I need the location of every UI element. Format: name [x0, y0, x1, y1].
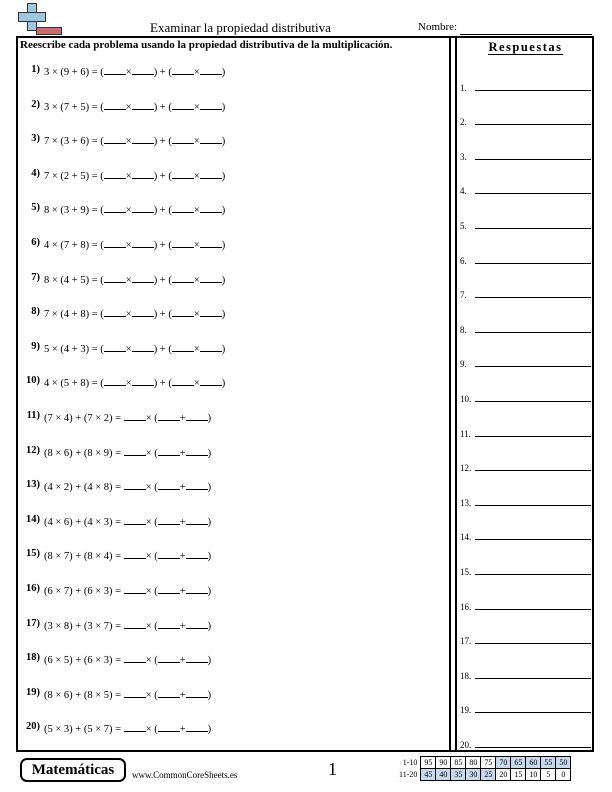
problem-expression: (8 × 6) + (8 × 9) = × ( + ) [44, 445, 211, 459]
answer-blank[interactable] [200, 168, 222, 179]
answer-blank[interactable] [158, 618, 180, 629]
problem-expression: (3 × 8) + (3 × 7) = × ( + ) [44, 618, 211, 632]
answer-number: 18. [460, 670, 472, 681]
answer-number: 8. [460, 324, 467, 335]
answer-blank[interactable] [104, 168, 126, 179]
answer-blank[interactable] [186, 548, 208, 559]
problem-text: (8 × 7) + (8 × 4) = [44, 551, 122, 563]
problem-number: 9) [31, 340, 40, 352]
problem-text: 7 × (2 + 5) = ( [44, 170, 104, 182]
answer-blank[interactable] [158, 445, 180, 456]
logo-plus-center [28, 13, 36, 21]
answer-blank[interactable] [200, 237, 222, 248]
problem-expression: (7 × 4) + (7 × 2) = × ( + ) [44, 410, 211, 424]
answer-blank[interactable] [172, 133, 194, 144]
answer-row [459, 512, 594, 547]
problem-expression: 4 × (5 + 8) = ( × ) + ( × ) [44, 375, 225, 389]
problem-text: 7 × (4 + 8) = ( [44, 309, 104, 321]
problem-expression: 7 × (2 + 5) = ( × ) + ( × ) [44, 168, 225, 182]
answer-blank[interactable] [124, 583, 146, 594]
problem-row [20, 375, 445, 410]
answer-blank[interactable] [186, 687, 208, 698]
score-cell: 55 [541, 757, 556, 769]
answer-row [459, 373, 594, 408]
answer-blank[interactable] [172, 202, 194, 213]
answer-blank[interactable] [172, 375, 194, 386]
answer-blank[interactable] [104, 341, 126, 352]
score-cell: 70 [496, 757, 511, 769]
problem-expression: (6 × 5) + (6 × 3) = × ( + ) [44, 652, 211, 666]
answer-line[interactable] [475, 124, 591, 125]
problem-number: 6) [31, 236, 40, 248]
answer-row [459, 685, 594, 720]
problem-row [20, 99, 445, 134]
answer-line[interactable] [475, 297, 591, 298]
answer-blank[interactable] [132, 375, 154, 386]
problem-number: 7) [31, 271, 40, 283]
problem-text: (7 × 4) + (7 × 2) = [44, 412, 122, 424]
answer-line[interactable] [475, 505, 591, 506]
problem-expression: (5 × 3) + (5 × 7) = × ( + ) [44, 721, 211, 735]
answer-line[interactable] [475, 609, 591, 610]
answers-heading [457, 40, 594, 55]
site-url: www.CommonCoreSheets.es [132, 770, 238, 780]
answer-blank[interactable] [172, 306, 194, 317]
answer-blank[interactable] [104, 202, 126, 213]
answer-blank[interactable] [172, 168, 194, 179]
answer-line[interactable] [475, 228, 591, 229]
problem-expression: (4 × 2) + (4 × 8) = × ( + ) [44, 479, 211, 493]
answer-blank[interactable] [124, 548, 146, 559]
answer-blank[interactable] [104, 237, 126, 248]
problem-number: 17) [26, 617, 40, 629]
answer-blank[interactable] [186, 583, 208, 594]
answer-row [459, 62, 594, 97]
answer-number: 5. [460, 220, 467, 231]
answer-number: 1. [460, 82, 467, 93]
answer-blank[interactable] [186, 479, 208, 490]
problem-row [20, 721, 445, 756]
column-divider [449, 36, 451, 752]
problem-row [20, 687, 445, 722]
answer-line[interactable] [475, 678, 591, 679]
page-number: 1 [328, 759, 337, 779]
problem-text: 3 × (7 + 5) = ( [44, 101, 104, 113]
answer-number: 14. [460, 532, 472, 543]
answer-blank[interactable] [132, 341, 154, 352]
score-cell: 85 [451, 757, 466, 769]
answer-blank[interactable] [124, 721, 146, 732]
answer-blank[interactable] [124, 514, 146, 525]
problem-row [20, 652, 445, 687]
answer-number: 7. [460, 290, 467, 301]
problem-expression: 3 × (9 + 6) = ( × ) + ( × ) [44, 64, 225, 78]
answer-line[interactable] [475, 366, 591, 367]
problem-expression: 4 × (7 + 8) = ( × ) + ( × ) [44, 237, 225, 251]
problem-expression: 3 × (7 + 5) = ( × ) + ( × ) [44, 99, 225, 113]
answer-blank[interactable] [200, 99, 222, 110]
problem-expression: (4 × 6) + (4 × 3) = × ( + ) [44, 514, 211, 528]
answer-line[interactable] [475, 401, 591, 402]
problem-row [20, 445, 445, 480]
answer-number: 10. [460, 393, 472, 404]
problem-number: 14) [26, 513, 40, 525]
problem-number: 8) [31, 306, 40, 318]
answer-blank[interactable] [186, 410, 208, 421]
answer-blank[interactable] [158, 514, 180, 525]
problem-row [20, 64, 445, 99]
answer-blank[interactable] [186, 445, 208, 456]
problem-number: 3) [31, 133, 40, 145]
problem-expression: (6 × 7) + (6 × 3) = × ( + ) [44, 583, 211, 597]
answer-line[interactable] [475, 470, 591, 471]
problem-number: 12) [26, 444, 40, 456]
answer-line[interactable] [475, 159, 591, 160]
answer-line[interactable] [475, 90, 591, 91]
problem-number: 18) [26, 652, 40, 664]
answer-line[interactable] [475, 574, 591, 575]
score-cell: 45 [421, 769, 436, 781]
problem-text: 4 × (7 + 8) = ( [44, 239, 104, 251]
problem-number: 5) [31, 202, 40, 214]
site-logo [18, 3, 62, 35]
score-cell: 10 [526, 769, 541, 781]
answer-blank[interactable] [186, 652, 208, 663]
answer-number: 13. [460, 497, 472, 508]
answer-number: 15. [460, 566, 472, 577]
answer-row [459, 443, 594, 478]
answer-blank[interactable] [124, 479, 146, 490]
score-cell: 5 [541, 769, 556, 781]
score-cell: 20 [496, 769, 511, 781]
answer-number: 9. [460, 359, 467, 370]
score-range-label: 1-10 [402, 758, 418, 767]
answer-row [459, 477, 594, 512]
answer-line[interactable] [475, 643, 591, 644]
answer-line[interactable] [475, 332, 591, 333]
problem-text: (4 × 2) + (4 × 8) = [44, 482, 122, 494]
worksheet-title: Examinar la propiedad distributiva [150, 20, 331, 35]
answer-blank[interactable] [132, 237, 154, 248]
answer-blank[interactable] [132, 99, 154, 110]
problem-row [20, 514, 445, 549]
problem-text: 7 × (3 + 6) = ( [44, 136, 104, 148]
answer-blank[interactable] [158, 410, 180, 421]
answer-number: 16. [460, 601, 472, 612]
answer-number: 17. [460, 636, 472, 647]
answer-blank[interactable] [172, 272, 194, 283]
name-label: Nombre: [418, 21, 458, 33]
score-cell: 35 [451, 769, 466, 781]
problem-row [20, 618, 445, 653]
problem-text: 8 × (4 + 5) = ( [44, 274, 104, 286]
answer-number: 11. [460, 428, 471, 439]
problem-expression: 5 × (4 + 3) = ( × ) + ( × ) [44, 341, 225, 355]
answer-row [459, 97, 594, 132]
problem-text: 8 × (3 + 9) = ( [44, 205, 104, 217]
answer-blank[interactable] [200, 64, 222, 75]
answer-blank[interactable] [124, 410, 146, 421]
score-row [397, 757, 571, 769]
answer-row [459, 131, 594, 166]
problem-row [20, 202, 445, 237]
answer-blank[interactable] [132, 168, 154, 179]
problem-row [20, 272, 445, 307]
answer-blank[interactable] [124, 618, 146, 629]
answer-blank[interactable] [132, 202, 154, 213]
answer-line[interactable] [475, 712, 591, 713]
answer-line[interactable] [475, 193, 591, 194]
problem-text: (8 × 6) + (8 × 9) = [44, 447, 122, 459]
problem-row [20, 583, 445, 618]
problem-row [20, 410, 445, 445]
problem-expression: 7 × (4 + 8) = ( × ) + ( × ) [44, 306, 225, 320]
problem-number: 15) [26, 548, 40, 560]
logo-bar-shape [36, 27, 62, 35]
answer-blank[interactable] [186, 514, 208, 525]
answer-blank[interactable] [132, 133, 154, 144]
answer-blank[interactable] [158, 687, 180, 698]
problem-text: (6 × 5) + (6 × 3) = [44, 655, 122, 667]
answer-row [459, 546, 594, 581]
answer-row [459, 235, 594, 270]
score-cell: 0 [556, 769, 571, 781]
brand-badge: Matemáticas [20, 758, 126, 782]
problem-row [20, 133, 445, 168]
problem-row [20, 306, 445, 341]
score-cell: 40 [436, 769, 451, 781]
column-divider [455, 36, 457, 752]
score-cell: 75 [481, 757, 496, 769]
answer-number: 20. [460, 739, 472, 750]
problem-number: 4) [31, 167, 40, 179]
answer-blank[interactable] [132, 306, 154, 317]
answer-row [459, 339, 594, 374]
answer-line[interactable] [475, 747, 591, 748]
answer-blank[interactable] [104, 64, 126, 75]
problem-text: (8 × 6) + (8 × 5) = [44, 689, 122, 701]
score-cell: 65 [511, 757, 526, 769]
score-row [397, 769, 571, 781]
answer-blank[interactable] [200, 202, 222, 213]
answer-blank[interactable] [104, 133, 126, 144]
answer-blank[interactable] [124, 445, 146, 456]
problem-text: (4 × 6) + (4 × 3) = [44, 516, 122, 528]
answer-blank[interactable] [200, 306, 222, 317]
answer-number: 19. [460, 705, 472, 716]
answer-row [459, 408, 594, 443]
problem-expression: (8 × 7) + (8 × 4) = × ( + ) [44, 548, 211, 562]
answer-row [459, 166, 594, 201]
answer-blank[interactable] [200, 375, 222, 386]
score-cell: 25 [481, 769, 496, 781]
answer-blank[interactable] [172, 237, 194, 248]
answers-title: Respuestas [488, 40, 563, 54]
problem-number: 11) [26, 409, 40, 421]
answer-list [459, 62, 594, 754]
answer-blank[interactable] [124, 652, 146, 663]
problem-number: 20) [26, 721, 40, 733]
score-cell: 50 [556, 757, 571, 769]
problem-number: 2) [31, 98, 40, 110]
problem-number: 10) [26, 375, 40, 387]
answer-blank[interactable] [124, 687, 146, 698]
answer-blank[interactable] [200, 272, 222, 283]
problem-text: 3 × (9 + 6) = ( [44, 67, 104, 78]
answer-blank[interactable] [172, 64, 194, 75]
answer-line[interactable] [475, 539, 591, 540]
score-cell: 60 [526, 757, 541, 769]
answer-blank[interactable] [104, 306, 126, 317]
score-range-label: 11-20 [399, 770, 418, 779]
problem-text: 4 × (5 + 8) = ( [44, 378, 104, 390]
answer-blank[interactable] [186, 618, 208, 629]
score-cell: 90 [436, 757, 451, 769]
answer-blank[interactable] [158, 721, 180, 732]
answer-blank[interactable] [200, 133, 222, 144]
answer-blank[interactable] [186, 721, 208, 732]
problem-number: 13) [26, 479, 40, 491]
problem-row [20, 479, 445, 514]
score-table [397, 756, 571, 781]
answer-blank[interactable] [158, 479, 180, 490]
score-cell: 95 [421, 757, 436, 769]
problem-row [20, 341, 445, 376]
answer-blank[interactable] [132, 272, 154, 283]
problem-expression: 8 × (4 + 5) = ( × ) + ( × ) [44, 272, 225, 286]
answer-row [459, 581, 594, 616]
answer-number: 2. [460, 117, 467, 128]
score-cell: 15 [511, 769, 526, 781]
problem-text: (5 × 3) + (5 × 7) = [44, 724, 122, 736]
problem-expression: 7 × (3 + 6) = ( × ) + ( × ) [44, 133, 225, 147]
answer-blank[interactable] [158, 548, 180, 559]
problem-list [20, 64, 445, 756]
problem-row [20, 237, 445, 272]
answer-row [459, 616, 594, 651]
answer-number: 12. [460, 463, 472, 474]
answer-number: 4. [460, 186, 467, 197]
answer-blank[interactable] [104, 99, 126, 110]
instructions: Reescribe cada problema usando la propiedad distributiva de la multiplicación. [20, 39, 393, 51]
answer-blank[interactable] [158, 583, 180, 594]
answer-blank[interactable] [104, 272, 126, 283]
answer-row [459, 650, 594, 685]
answer-number: 6. [460, 255, 467, 266]
problem-text: (3 × 8) + (3 × 7) = [44, 620, 122, 632]
answer-number: 3. [460, 151, 467, 162]
answer-blank[interactable] [158, 652, 180, 663]
problem-number: 19) [26, 686, 40, 698]
answer-blank[interactable] [132, 64, 154, 75]
score-cell: 80 [466, 757, 481, 769]
answer-row [459, 270, 594, 305]
answer-line[interactable] [475, 436, 591, 437]
problem-text: 5 × (4 + 3) = ( [44, 343, 104, 355]
answer-line[interactable] [475, 263, 591, 264]
answer-row [459, 304, 594, 339]
answer-row [459, 200, 594, 235]
problem-expression: 8 × (3 + 9) = ( × ) + ( × ) [44, 202, 225, 216]
problem-row [20, 548, 445, 583]
problem-row [20, 168, 445, 203]
answer-blank[interactable] [104, 375, 126, 386]
score-cell: 30 [466, 769, 481, 781]
answer-blank[interactable] [200, 341, 222, 352]
name-field[interactable] [460, 34, 592, 35]
problem-expression: (8 × 6) + (8 × 5) = × ( + ) [44, 687, 211, 701]
problem-number: 1) [31, 64, 40, 75]
answer-blank[interactable] [172, 99, 194, 110]
problem-number: 16) [26, 582, 40, 594]
answer-row [459, 719, 594, 754]
problem-text: (6 × 7) + (6 × 3) = [44, 585, 122, 597]
answer-blank[interactable] [172, 341, 194, 352]
